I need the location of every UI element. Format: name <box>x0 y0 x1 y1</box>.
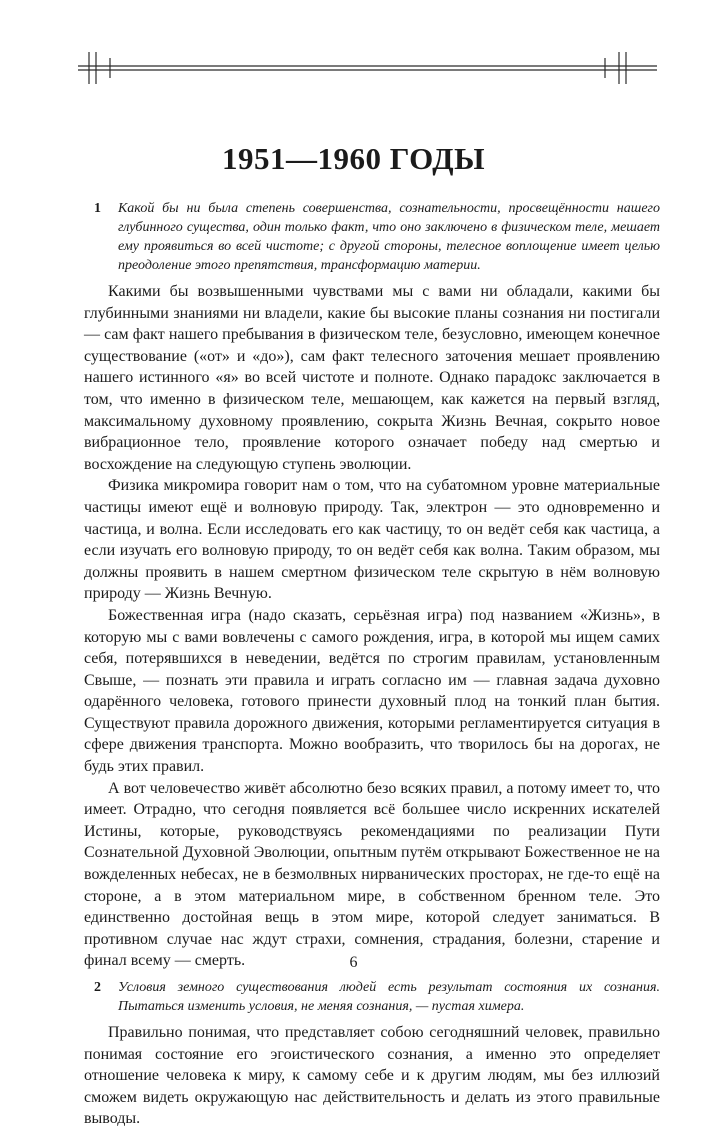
numbered-quote-1 <box>84 199 660 275</box>
quote-text: Условия земного существования людей есть результат состояния их сознания. Пытаться изменить условия, не меняя сознания, — пустая химера. <box>118 980 660 1014</box>
paragraph: Правильно понимая, что представляет собою сегодняшний человек, правильно понимая состояние его эгоистического сознания, а именно это определяет отношение человека к миру, к самому себе и к другим людям, мы без иллюзий сможем видеть окружающую нас действительность и делать из этого правильные выводы. <box>84 1024 660 1128</box>
paragraph: А вот человечество живёт абсолютно безо всяких правил, а потому имеет то, что имеет. Отрадно, что сегодня появляется всё большее число искренних искателей Истины, которые, руководствуясь рекомендациями по реализации Пути Сознательной Духовной Эволюции, опытным путём открывают Божественное не на вожделенных небесах, не в безмолвных нирванических просторах, не где-то ещё на стороне, а в этом материальном мире, в собственном бренном теле. Это единственно достойная вещь в этом мире, которой следует заниматься. В противном случае нас ждут страхи, сомнения, страдания, болезни, старение и финал всему — смерть. <box>84 779 660 970</box>
quote-number: 2 <box>94 980 101 995</box>
numbered-quote-2 <box>84 978 660 1016</box>
header-ornament <box>0 0 707 100</box>
paragraph: Божественная игра (надо сказать, серьёзная игра) под названием «Жизнь», в которую мы с вами вовлечены с самого рождения, игра, в которой мы ищем самих себя, потерявшихся в неведении, ведётся по строгим правилам, установленным Свыше, — познать эти правила и играть согласно им — главная задача духовно одарённого человека, готового принести духовный плод на тонкий план бытия. Существуют правила дорожного движения, которыми регламентируется ситуация в сфере движения транспорта. Можно вообразить, что творилось бы на дорогах, не будь этих правил. <box>84 606 660 776</box>
quote-number: 1 <box>94 201 101 216</box>
page-number: 6 <box>349 954 358 971</box>
paragraph: Физика микромира говорит нам о том, что на субатомном уровне материальные частицы имеют ещё и волновую природу. Так, электрон — это одновременно и частица, и волна. Если исследовать его как частицу, то он ведёт себя как частица, а если изучать его волновую природу, то он ведёт себя как волна. Таким образом, мы должны проявить в нашем смертном физическом теле скрытую в нём волновую природу — Жизнь Вечную. <box>84 477 660 603</box>
quote-text: Какой бы ни была степень совершенства, сознательности, просвещённости нашего глубинного существа, один только факт, что оно заключено в физическом теле, мешает ему проявиться во всей чистоте; с другой стороны, телесное воплощение имеет целью преодоление этого препятствия, трансформацию материи. <box>118 201 660 273</box>
paragraph: Какими бы возвышенными чувствами мы с вами ни обладали, какими бы глубинными знаниями ни владели, какие бы высокие планы сознания ни постигали — сам факт нашего пребывания в физическом теле, безусловно, имеющем конечное существование («от» и «до»), сам факт телесного заточения мешает проявлению нашего истинного «я» во всей чистоте и полноте. Однако парадокс заключается в том, что именно в физическом теле, мешающем, как кажется на первый взгляд, максимальному духовному проявлению, сокрыта Жизнь Вечная, сокрыто новое вибрационное тело, проявление которого означает победу над смертью и восхождение на следующую ступень эволюции. <box>84 283 660 473</box>
text-body <box>84 199 660 1130</box>
chapter-heading: 1951—1960 ГОДЫ <box>221 141 486 176</box>
